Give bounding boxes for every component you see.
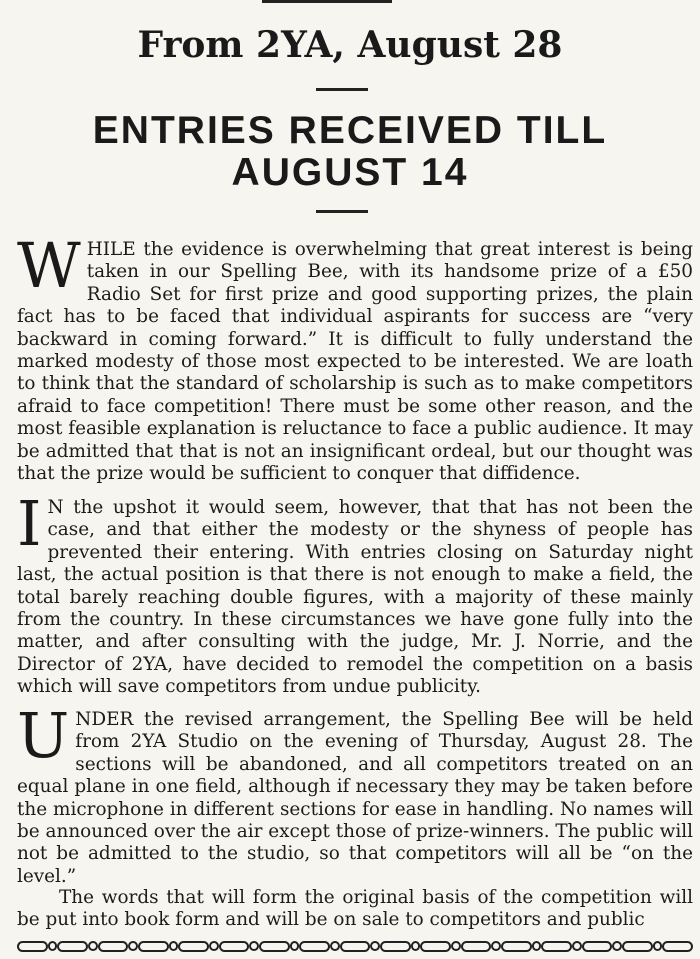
chain-ring-icon [370,941,380,951]
date-heading: From 2YA, August 28 [137,24,563,66]
chain-ring-icon [532,941,542,951]
article-paragraph [17,887,693,932]
chain-link-icon [340,941,371,952]
chain-ring-icon [48,941,58,951]
chain-ring-icon [491,941,501,951]
chain-ring-icon [290,941,300,951]
article-paragraph [17,487,693,699]
chain-ring-icon [128,941,138,951]
chain-link-icon [299,941,330,952]
chain-link-icon [582,941,613,952]
divider-rule [316,210,368,213]
chain-link-icon [461,941,492,952]
drop-cap: I [17,487,42,560]
paragraph-text: N the upshot it would seem, however, that that has not been the case, and that either the modesty or the shyness of people has prevented their entering. With entries closing on Saturday night last, the actual position is that there is not enough to make a field, the total barely reaching double figures, with a majority of these mainly from the country. In these circumstances we have gone fully into the matter, and after consulting with the judge, Mr. J. Norrie, and the Director of 2YA, have decided to remodel the competition on a basis which will save competitors from undue publicity. [17,497,693,698]
paragraph-text: NDER the revised arrangement, the Spelling Bee will be held from 2YA Studio on the evening of Thursday, August 28. The sections will be abandoned, and all competitors treated on an equal plane in one field, although if necessary they may be taken before the microphone in different sections for ease in handling. No names will be announced over the air except those of prize-winners. The public will not be admitted to the studio, so that competitors will all be “on the level.” [17,709,693,887]
chain-link-icon [57,941,88,952]
chain-ring-icon [88,941,98,951]
chain-link-icon [219,941,250,952]
chain-link-icon [662,941,693,952]
chain-link-icon [420,941,451,952]
chain-link-icon [541,941,572,952]
drop-cap: U [17,699,70,772]
chain-link-icon [98,941,129,952]
chain-ring-icon [572,941,582,951]
paragraph-text: The words that will form the original basis of the competition will be put into book form and will be on sale to competitors and public [17,887,693,931]
drop-cap: W [17,229,81,302]
article-paragraph [17,229,693,485]
chain-ring-icon [653,941,663,951]
chain-ring-icon [209,941,219,951]
chain-link-icon [380,941,411,952]
chain-link-icon [138,941,169,952]
main-headline: ENTRIES RECEIVED TILL AUGUST 14 [92,109,608,194]
chain-ring-icon [612,941,622,951]
chain-link-icon [259,941,290,952]
chain-link-icon [178,941,209,952]
chain-ring-icon [169,941,179,951]
chain-link-icon [17,941,48,952]
top-rule [262,0,392,3]
chain-ring-icon [249,941,259,951]
divider-rule [316,88,368,91]
chain-ring-icon [330,941,340,951]
chain-ring-icon [451,941,461,951]
article-paragraph [17,699,693,888]
chain-link-icon [501,941,532,952]
decorative-chain-border [17,940,693,952]
paragraph-text: HILE the evidence is overwhelming that great interest is being taken in our Spelling Bee, with its handsome prize of a £50 Radio Set for first prize and good supporting prizes, the plain fact has to be faced that individual aspirants for success are “very backward in coming forward.” It is difficult to fully understand the marked modesty of those most expected to be interested. We are loath to think that the standard of scholarship is such as to make competitors afraid to face competition! There must be some other reason, and the most feasible explanation is reluctance to face a public audience. It may be admitted that that is not an insignificant ordeal, but our thought was that the prize would be sufficient to conquer that diffidence. [17,239,693,485]
chain-ring-icon [411,941,421,951]
chain-link-icon [622,941,653,952]
